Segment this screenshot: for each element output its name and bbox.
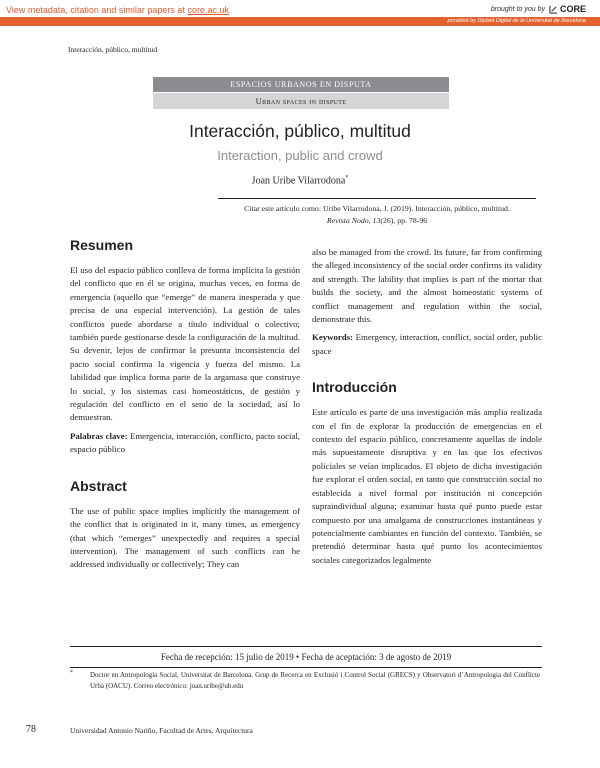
- citation-line: Citar este artículo como: Uribe Vilarrodona, J. (2019). Interacción, público, multitud.: [244, 204, 510, 213]
- introduccion-body: Este artículo es parte de una investigación más amplia realizada con el fin de explorar la producción de emergencias en el contexto del espacio público, concretamente aquellas de índole más supuestamente disruptiva y en las que los efectivos policiales se veían implicados. El objeto de dicha investigación fue explorar el orden social, en tanto que construcción social no establecida a nivel formal por institución ni concepción supraindividual alguna; examinar hasta qué punto puede estar compuesto por una amalgama de construcciones instantáneas y potencialmente cambiantes en función del contexto. También, se pretendió determinar hasta qué punto los acontecimientos sociales categorizados legalmente: [312, 407, 542, 565]
- article-subtitle: Interaction, public and crowd: [217, 148, 383, 163]
- footnote-text: Doctor en Antropología Social, Universitat de Barcelona. Grup de Recerca en Exclusió i Control Social (GRECS) y Observatori d’Antropologia del Conflicte Urbà (OACU). Correo electrónico: joan.uribe@ub.edu: [90, 671, 540, 690]
- core-metadata-text: View metadata, citation and similar papers at: [6, 5, 188, 15]
- received-date: Fecha de recepción: 15 julio de 2019: [160, 652, 294, 662]
- section-label-es: ESPACIOS URBANOS EN DISPUTA: [153, 77, 449, 92]
- keywords-values: Emergency, interaction, conflict, social order, public space: [312, 332, 542, 356]
- section-label-en: Urban spaces in dispute: [153, 93, 449, 109]
- page-footer-institution: Universidad Antonio Nariño, Facultad de Artes, Arquitectura: [70, 726, 253, 735]
- core-logo[interactable]: [549, 4, 586, 14]
- article-title: Interacción, público, multitud: [189, 121, 411, 141]
- author-name: Joan Uribe Vilarrodona: [251, 175, 346, 187]
- abstract-keywords: [312, 331, 542, 358]
- author-footnote: [70, 670, 540, 692]
- citation-source: [218, 215, 536, 227]
- core-metadata-link[interactable]: [6, 5, 229, 15]
- submission-dates: [70, 646, 542, 668]
- provided-by-text: provided by Dipòsit Digital de la Universitat de Barcelona: [447, 18, 586, 24]
- abstract-body-right: also be managed from the crowd. Its future, far from confirming the alleged inconsistency of the social order confirms its validity and strength. The lability that implies is part of the mortar that builds the society, and the almost homeostatic systems of conflict management and regulation within the social, demonstrate this.: [312, 247, 542, 325]
- accepted-date: Fecha de aceptación: 3 de agosto de 2019: [301, 652, 452, 662]
- core-logo-icon: [549, 5, 558, 14]
- article-author: [0, 175, 600, 186]
- citation-journal: Revista Nodo, 13: [326, 216, 381, 225]
- resumen-body: El uso del espacio público conlleva de forma implícita la gestión del conflicto que en él se origina, muchas veces, en forma de emergencia (aquello que “emerge” de manera inesperada y que precisa de una especial intervención). La gestión de tales conflictos puede abordarse a título individual o colectivo; también puede gestionarse desde la configuración de la multitud. Su devenir, lejos de confirmar la presunta inconsistencia del pacto social confirma la vigencia y fuerza del mismo. La labilidad que implica forma parte de la argamasa que construye lo social, y los sistemas casi homeostáticos, de gestión y regulación del conflicto en el seno de la sociedad, así lo demuestran.: [70, 265, 300, 423]
- brought-by-text: brought to you by: [490, 5, 545, 13]
- page-number: 78: [26, 724, 36, 735]
- date-separator: •: [296, 652, 300, 662]
- abstract-body-left: The use of public space implies implicitly the management of the conflict that is originated in it, many times, as emergency (that which “emerges” unexpectedly and requires a special intervention). The management of such conflicts can be addressed individually or collectively; They can: [70, 505, 300, 570]
- left-column: [70, 236, 300, 572]
- running-head: Interacción, público, multitud: [68, 45, 158, 54]
- palabras-clave-label: Palabras clave:: [70, 430, 128, 441]
- core-brand: [491, 4, 586, 14]
- footnote-mark: *: [70, 670, 73, 676]
- citation-pages: (26), pp. 78-96: [380, 216, 428, 225]
- abstract-heading: Abstract: [70, 477, 127, 494]
- core-link[interactable]: core.ac.uk: [187, 5, 229, 15]
- right-column: [312, 246, 542, 567]
- citation-box: [218, 198, 536, 227]
- core-banner: [0, 0, 600, 28]
- author-footnote-mark: *: [345, 175, 349, 181]
- resumen-heading: Resumen: [70, 237, 134, 253]
- palabras-clave-values: Emergencia, interacción, conflicto, pacto social, espacio público: [70, 430, 300, 455]
- keywords-label: Keywords:: [312, 332, 354, 343]
- core-logo-text: CORE: [559, 4, 586, 14]
- resumen-keywords: [70, 430, 300, 457]
- provided-by-strip: [0, 17, 600, 26]
- introduccion-heading: Introducción: [312, 379, 397, 396]
